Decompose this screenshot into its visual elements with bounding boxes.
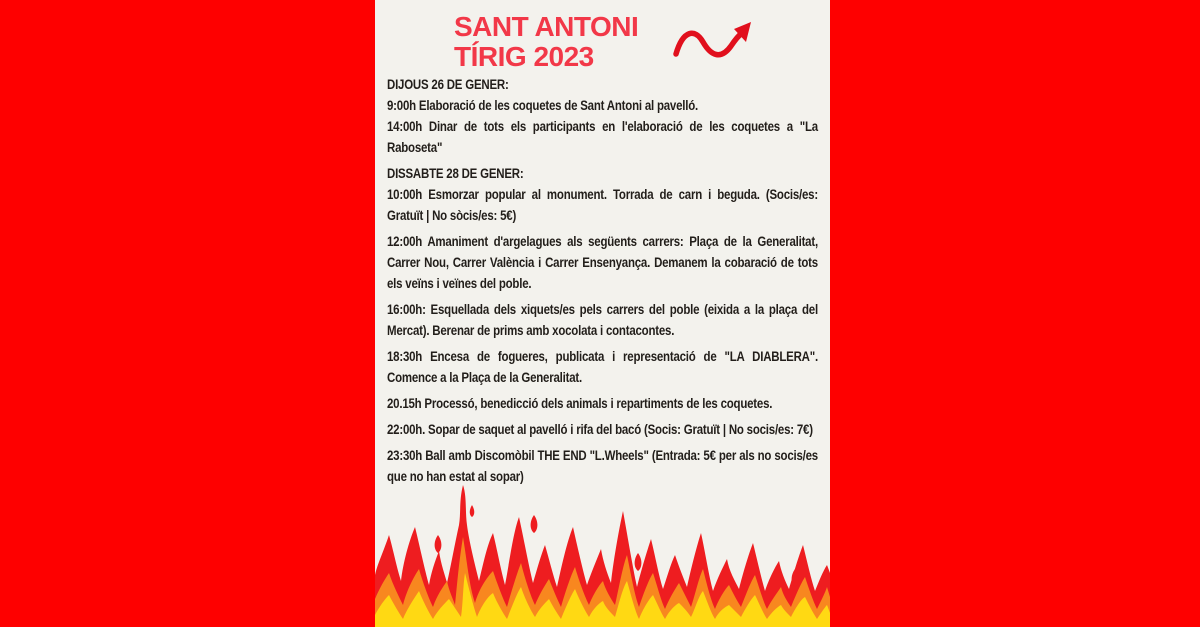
schedule xyxy=(387,74,818,487)
schedule-block xyxy=(387,299,818,341)
poster-panel xyxy=(375,0,830,627)
day-heading: DISSABTE 28 DE GENER: xyxy=(387,166,524,181)
poster-title xyxy=(454,12,638,72)
schedule-block xyxy=(387,393,818,414)
schedule-block xyxy=(387,346,818,388)
title-line-2: TÍRIG 2023 xyxy=(454,41,594,72)
schedule-line: 16:00h: Esquellada dels xiquets/es pels carrers del poble (eixida a la plaça del Mercat). Berenar de prims amb xocolata i contacontes. xyxy=(387,302,818,338)
schedule-line: 20.15h Processó, benedicció dels animals i repartiments de les coquetes. xyxy=(387,396,773,411)
schedule-block xyxy=(387,419,818,440)
schedule-block xyxy=(387,74,818,158)
schedule-block xyxy=(387,163,818,226)
title-line-1: SANT ANTONI xyxy=(454,11,639,42)
schedule-line: 10:00h Esmorzar popular al monument. Torrada de carn i beguda. (Socis/es: Gratuït | No sòcis/es: 5€) xyxy=(387,187,818,223)
schedule-line: 22:00h. Sopar de saquet al pavelló i rifa del bacó (Socis: Gratuït | No socis/es: 7€) xyxy=(387,422,813,437)
red-background-right xyxy=(830,0,1200,627)
day-heading: DIJOUS 26 DE GENER: xyxy=(387,77,509,92)
schedule-line: 9:00h Elaboració de les coquetes de Sant Antoni al pavelló. xyxy=(387,98,698,113)
flames-icon xyxy=(375,477,830,627)
schedule-line: 18:30h Encesa de fogueres, publicata i representació de "LA DIABLERA". Comence a la Plaça de la Generalitat. xyxy=(387,349,818,385)
squiggle-arrow-icon xyxy=(673,18,757,68)
red-background-left xyxy=(0,0,375,627)
schedule-line: 23:30h Ball amb Discomòbil THE END "L.Wheels" (Entrada: 5€ per als no socis/es que no han estat al sopar) xyxy=(387,448,818,484)
schedule-block xyxy=(387,231,818,294)
schedule-line: 14:00h Dinar de tots els participants en l'elaboració de les coquetes a "La Raboseta" xyxy=(387,119,818,155)
schedule-line: 12:00h Amaniment d'argelagues als següents carrers: Plaça de la Generalitat, Carrer Nou, Carrer València i Carrer Ensenyança. Demanem la cobaració de tots els veïns i veïnes del poble. xyxy=(387,234,818,291)
